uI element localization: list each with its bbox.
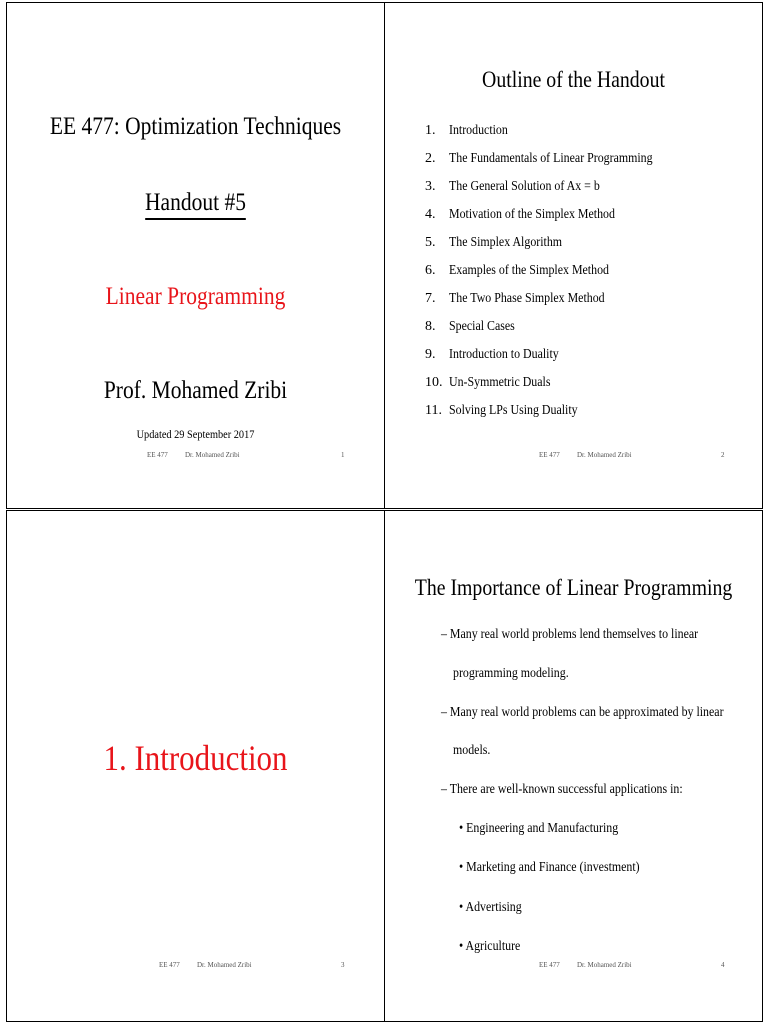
outline-title: Outline of the Handout: [482, 67, 665, 92]
sub-bullet-text: • Marketing and Finance (investment): [459, 860, 640, 875]
section-title: 1. Introduction: [103, 738, 288, 778]
footer-course: EE 477: [147, 451, 168, 459]
page-number: 4: [721, 961, 725, 969]
bullet-continuation: [453, 666, 589, 682]
footer-course: EE 477: [539, 961, 560, 969]
bullet-item: [441, 782, 725, 798]
footer-author: Dr. Mohamed Zribi: [577, 451, 632, 459]
footer-author: Dr. Mohamed Zribi: [197, 961, 252, 969]
outline-item-number: 2.: [425, 151, 436, 166]
outline-item-text: Introduction to Duality: [449, 347, 559, 362]
outline-item-text: The Fundamentals of Linear Programming: [449, 151, 653, 166]
outline-item-text: Introduction: [449, 123, 508, 138]
bullet-text: programming modeling.: [453, 666, 569, 681]
outline-item-text: The General Solution of Ax = b: [449, 179, 600, 194]
footer-author: Dr. Mohamed Zribi: [185, 451, 240, 459]
slide-1: [6, 2, 385, 509]
topic-title: Linear Programming: [105, 283, 286, 310]
bullet-text: models.: [453, 743, 491, 758]
outline-item-number: 10.: [425, 375, 443, 390]
sub-bullet-item: [459, 821, 646, 837]
slide-2: [384, 2, 763, 509]
bullet-text: – Many real world problems lend themselves to linear: [441, 627, 699, 642]
sub-bullet-item: [459, 939, 531, 955]
professor-name: Prof. Mohamed Zribi: [103, 377, 288, 404]
footer-course: EE 477: [539, 451, 560, 459]
outline-item-number: 7.: [425, 291, 436, 306]
handout-label: Handout #5: [145, 189, 246, 220]
outline-item-number: 11.: [425, 403, 442, 418]
handout-number: [33, 189, 357, 220]
outline-item-number: 6.: [425, 263, 436, 278]
sub-bullet-item: [459, 900, 533, 916]
bullet-continuation: [453, 743, 497, 759]
outline-item-number: 9.: [425, 347, 436, 362]
bullet-text: – Many real world problems can be approximated by linear: [441, 705, 724, 720]
outline-item-number: 1.: [425, 123, 436, 138]
sub-bullet-item: [459, 860, 672, 876]
bullet-item: [441, 627, 743, 643]
outline-item-number: 3.: [425, 179, 436, 194]
outline-item-text: Solving LPs Using Duality: [449, 403, 578, 418]
sub-bullet-text: • Engineering and Manufacturing: [459, 821, 619, 836]
outline-item-text: The Two Phase Simplex Method: [449, 291, 605, 306]
course-title: EE 477: Optimization Techniques: [49, 113, 342, 140]
importance-title: The Importance of Linear Programming: [414, 575, 733, 600]
outline-item-text: The Simplex Algorithm: [449, 235, 563, 250]
outline-item-text: Examples of the Simplex Method: [449, 263, 609, 278]
slide-4: [384, 510, 763, 1022]
bullet-text: – There are well-known successful applications in:: [441, 782, 683, 797]
footer-author: Dr. Mohamed Zribi: [577, 961, 632, 969]
updated-date: Updated 29 September 2017: [136, 427, 255, 441]
slide-3: [6, 510, 385, 1022]
page-number: 3: [341, 961, 345, 969]
outline-item-number: 4.: [425, 207, 436, 222]
outline-item-number: 5.: [425, 235, 436, 250]
outline-item-text: Un-Symmetric Duals: [449, 375, 551, 390]
sub-bullet-text: • Advertising: [459, 900, 522, 915]
outline-item-text: Special Cases: [449, 319, 515, 334]
page-number: 2: [721, 451, 725, 459]
outline-item-text: Motivation of the Simplex Method: [449, 207, 615, 222]
outline-item-number: 8.: [425, 319, 436, 334]
page-number: 1: [341, 451, 345, 459]
sub-bullet-text: • Agriculture: [459, 939, 521, 954]
bullet-item: [441, 705, 768, 721]
footer-course: EE 477: [159, 961, 180, 969]
